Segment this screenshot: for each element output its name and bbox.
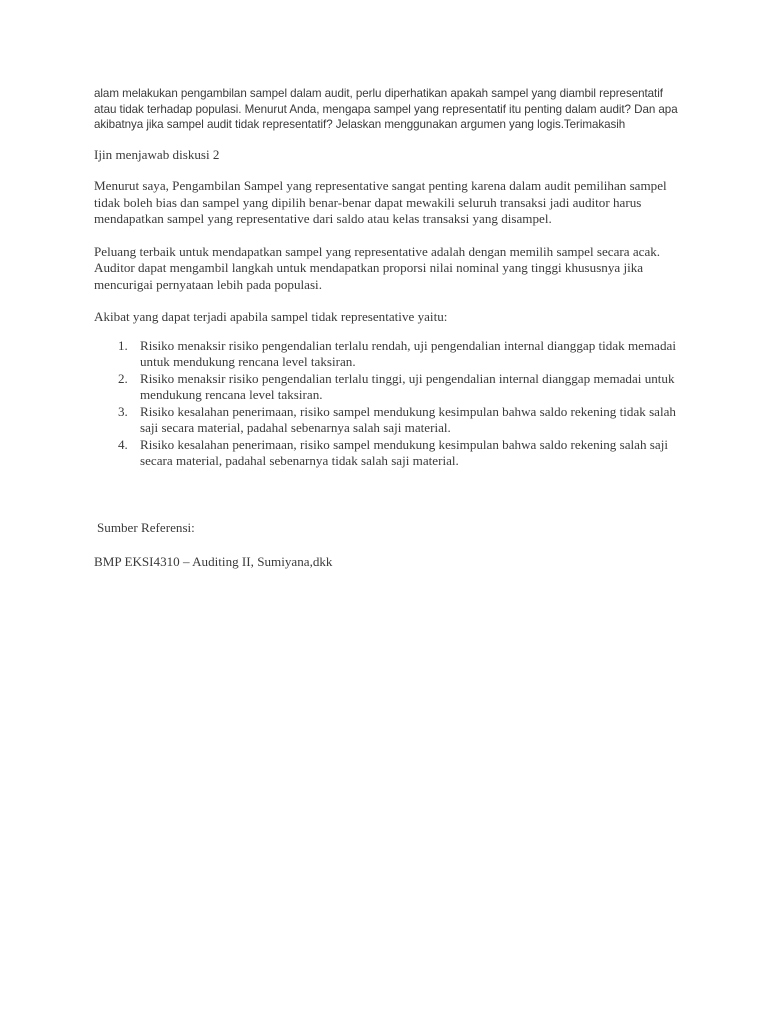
list-item <box>94 437 684 470</box>
paragraph-random-sampling: Peluang terbaik untuk mendapatkan sampel yang representative adalah dengan memilih sampel secara acak. Auditor dapat mengambil langkah untuk mendapatkan proporsi nilai nominal yang tinggi khususnya jika mencurigai pernyataan lebih pada populasi. <box>94 243 661 292</box>
list-item <box>94 371 684 404</box>
reference-heading: Sumber Referensi: <box>97 519 195 535</box>
list-item-number: 1. <box>118 337 128 353</box>
list-item-text: Risiko menaksir risiko pengendalian terlalu rendah, uji pengendalian internal dianggap tidak memadai untuk mendukung rencana level taksiran. <box>140 337 676 369</box>
answer-intro: Ijin menjawab diskusi 2 <box>94 146 220 162</box>
list-item-number: 4. <box>118 436 128 452</box>
list-item <box>94 404 684 437</box>
paragraph-importance: Menurut saya, Pengambilan Sampel yang representative sangat penting karena dalam audit pemilihan sampel tidak boleh bias dan sampel yang dipilih benar-benar dapat mewakili seluruh transaksi jadi auditor harus mendapatkan sampel yang representative dari saldo atau kelas transaksi yang disampel. <box>94 178 667 226</box>
discussion-question: alam melakukan pengambilan sampel dalam audit, perlu diperhatikan apakah sampel yang diambil representatif atau tidak terhadap populasi. Menurut Anda, mengapa sampel yang representatif itu penting dalam audit? Dan apa akibatnya jika sampel audit tidak representatif? Jelaskan menggunakan argumen yang logis.Terimakasih <box>94 87 678 131</box>
list-item <box>94 338 684 371</box>
consequences-list <box>94 338 684 470</box>
list-item-number: 2. <box>118 370 128 386</box>
list-item-text: Risiko kesalahan penerimaan, risiko sampel mendukung kesimpulan bahwa saldo rekening tidak salah saji secara material, padahal sebenarnya salah saji material. <box>140 403 676 435</box>
reference-citation: BMP EKSI4310 – Auditing II, Sumiyana,dkk <box>94 554 333 569</box>
paragraph-consequences: Akibat yang dapat terjadi apabila sampel tidak representative yaitu: <box>94 309 448 324</box>
document-page <box>94 86 684 571</box>
list-item-number: 3. <box>118 403 128 419</box>
list-item-text: Risiko kesalahan penerimaan, risiko sampel mendukung kesimpulan bahwa saldo rekening salah saji secara material, padahal sebenarnya tidak salah saji material. <box>140 436 668 468</box>
list-item-text: Risiko menaksir risiko pengendalian terlalu tinggi, uji pengendalian internal dianggap memadai untuk mendukung rencana level taksiran. <box>140 370 675 402</box>
